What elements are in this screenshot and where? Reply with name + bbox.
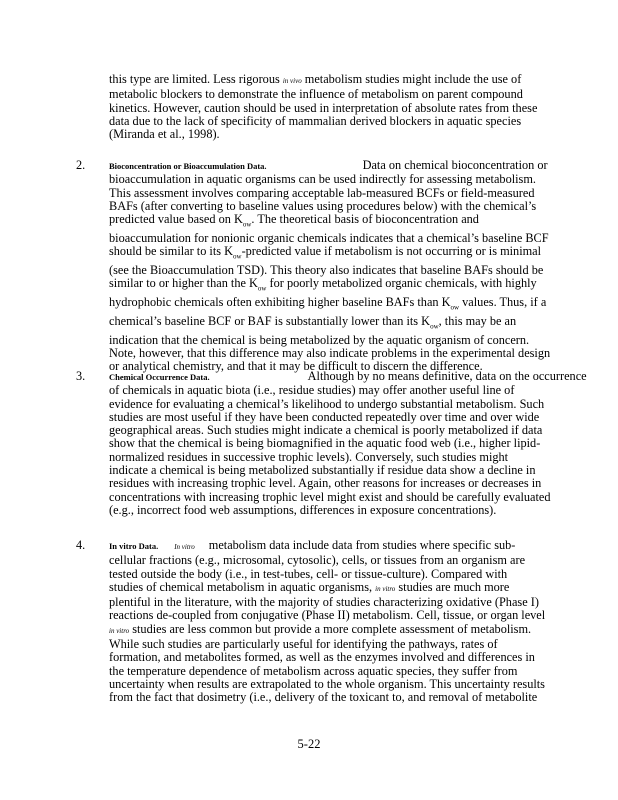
page-number: 5-22 (297, 737, 321, 751)
list-item-in-vitro: In vitro Data. In vitro metabolism data include data from studies where specific sub- cellular fractions (e.g., microsomal, cytosolic), cells, or tissues from an organism are tested outside the body (i.e., in test-tubes, cell- or tissue-culture). Compared with studies of chemical metabolism in aquatic organisms, in vitro studies are much more plentiful in the literature, with the majority of studies characterizing oxidative (Phase I) reactions de-coupled from conjugative (Phase II) metabolism. Cell, tissue, or organ level in vitro studies are less common but provide a more complete assessment of metabolism. While such studies are particularly useful for identifying the pathways, rates of formation, and metabolites formed, as well as the enzymes involved and differences in the temperature dependence of metabolism across aquatic species, they suffer from uncertainty when results are extrapolated to the whole organism. This uncertainty results from the fact that dosimetry (i.e., delivery of the toxicant to, and removal of metabolite (109, 538, 546, 705)
list-item-chemical-occurrence: Chemical Occurrence Data. Although by no means definitive, data on the occurrence of chemicals in aquatic biota (i.e., residue studies) may offer another useful line of evidence for evaluating a chemical’s likelihood to undergo substantial metabolism. Such studies are most useful if they have been conducted repeatedly over time and over wide geographical areas. Such studies might indicate a chemical is poorly metabolized if data show that the chemical is being biomagnified in the aquatic food web (i.e., higher lipid- normalized residues in successive trophic levels). Conversely, such studies might indicate a chemical is being metabolized substantially if residue data show a decline in residues with increasing trophic level. Again, other reasons for increases or decreases in concentrations with increasing trophic level might exist and should be carefully evaluated (e.g., incorrect food web assumptions, differences in exposure concentrations). (109, 369, 587, 517)
item-heading: Chemical Occurrence Data. (109, 372, 210, 382)
item-heading: Bioconcentration or Bioaccumulation Data. (109, 161, 267, 171)
item-heading: In vitro Data. (109, 541, 159, 551)
list-item-bioconcentration: Bioconcentration or Bioaccumulation Data. Data on chemical bioconcentration or bioaccumulation in aquatic organisms can be used indirectly for assessing metabolism. This assessment involves comparing acceptable lab-measured BCFs or field-measured BAFs (after converting to baseline values using procedures below) with the chemical’s predicted value based on $K_{ow}$. The theoretical basis of bioconcentration and bioaccumulation for nonionic organic chemicals indicates that a chemical’s baseline BCF should be similar to its $K_{ow}$-predicted value if metabolism is not occurring or is minimal (see the Bioaccumulation TSD). This theory also indicates that baseline BAFs should be similar to or higher than the $K_{ow}$ for poorly metabolized organic chemicals, with highly hydrophobic chemicals often exhibiting higher baseline BAFs than $K_{ow}$ values. Thus, if a chemical’s baseline BCF or BAF is substantially lower than its $K_{ow}$, this may be an indication that the chemical is being metabolized by the aquatic organism of concern. Note, however, that this difference may also indicate problems in the experimental design or analytical chemistry, and that it may be difficult to discern the difference. (109, 158, 551, 374)
intro-paragraph: this type are limited. Less rigorous in vivo metabolism studies might include the use of metabolic blockers to demonstrate the influence of metabolism on parent compound kinetics. However, caution should be used in interpretation of absolute rates from these data due to the lack of specificity of mammalian derived blockers in aquatic species (Miranda et al., 1998). (109, 72, 538, 142)
item-number: 4. (76, 538, 86, 552)
item-number: 3. (76, 369, 86, 383)
item-number: 2. (76, 158, 86, 172)
